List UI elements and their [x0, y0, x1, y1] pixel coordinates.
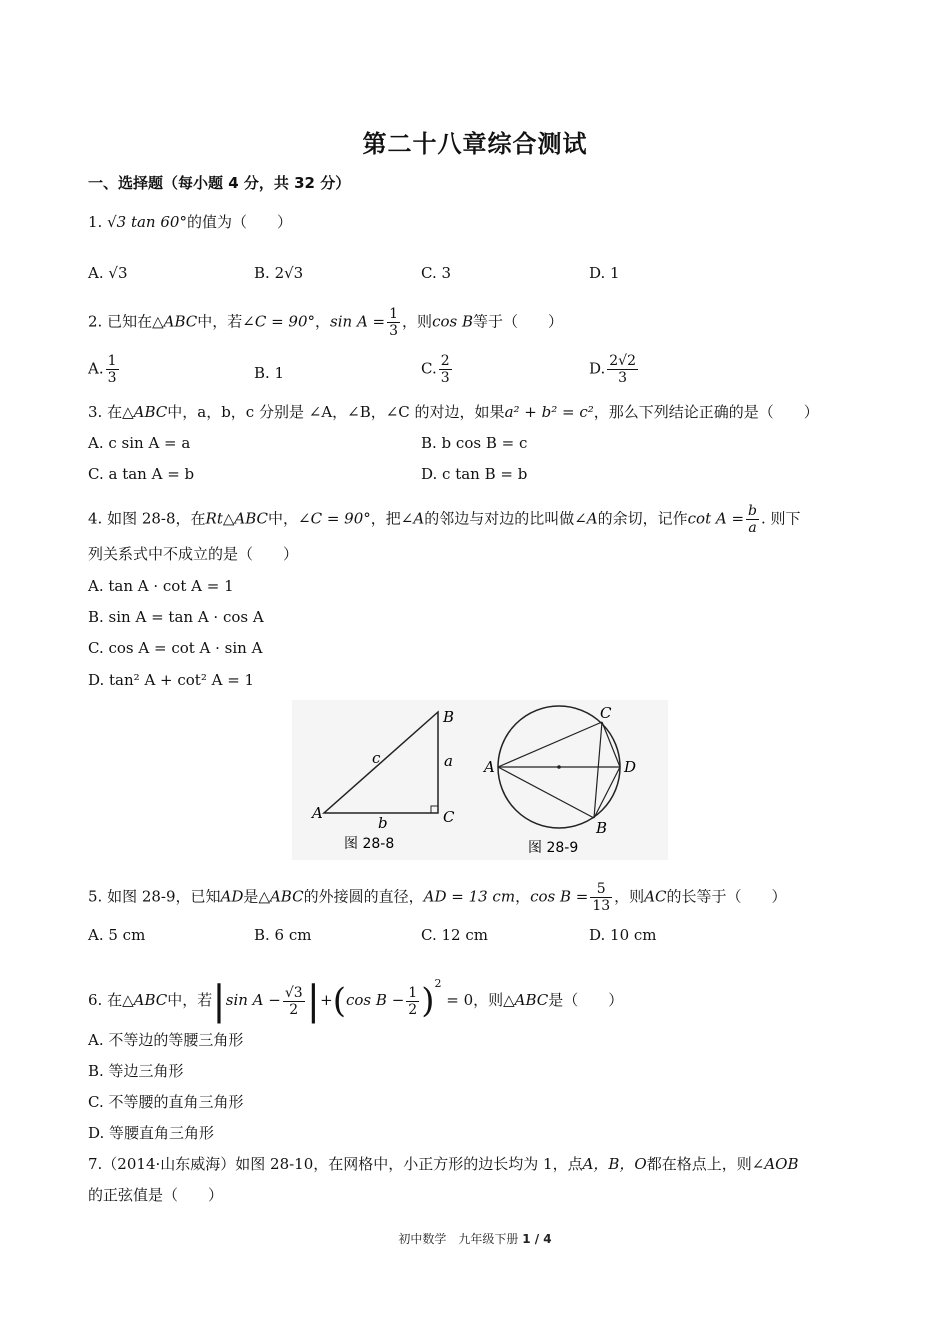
question-4: 4. 如图 28-8，在Rt△ABC中，∠C = 90°，把∠A的邻边与对边的比叫做∠A的余切，记作cot A = $\frac{b}{a}$ . 则下 — [88, 503, 801, 536]
figure-28-9 — [482, 704, 636, 856]
q4-option-c: C. cos A = cot A · sin A — [88, 639, 263, 657]
q6-option-d: D. 等腰直角三角形 — [88, 1124, 215, 1142]
q2-option-b: B. 1 — [254, 364, 285, 382]
question-3: 3. 在△ABC中，a，b，c 分别是 ∠A，∠B，∠C 的对边，如果a² + b² = c²，那么下列结论正确的是（ ） — [88, 403, 819, 421]
q7-line-2: 的正弦值是（ ） — [88, 1186, 224, 1204]
q5-option-d: D. 10 cm — [589, 926, 657, 944]
page-title: 第二十八章综合测试 — [362, 130, 588, 158]
q1-expression: √3 tan 60° — [107, 213, 187, 231]
q3-option-a: A. c sin A = a — [88, 434, 191, 452]
circle-label-D: D — [624, 758, 637, 776]
label-B: B — [443, 708, 455, 726]
caption-28-9: 图 28-9 — [528, 840, 579, 856]
footer-text: 初中数学 九年级下册 — [398, 1232, 519, 1246]
label-a: a — [444, 752, 453, 770]
label-A: A — [312, 804, 323, 822]
q4-option-b: B. sin A = tan A · cos A — [88, 608, 264, 626]
q4-option-d: D. tan² A + cot² A = 1 — [88, 671, 255, 689]
q3-option-d: D. c tan B = b — [421, 465, 528, 483]
q5-option-c: C. 12 cm — [421, 926, 488, 944]
label-b: b — [378, 814, 388, 832]
q4-option-a: A. tan A · cot A = 1 — [88, 577, 234, 595]
q1-option-c: C. 3 — [421, 264, 452, 282]
q3-option-b: B. b cos B = c — [421, 434, 528, 452]
q1-option-a: A. √3 — [88, 264, 128, 282]
q2-option-a: A. $\frac{1}{3}$ — [88, 353, 117, 386]
label-C: C — [443, 808, 455, 826]
question-2: 2. 已知在△ABC中，若∠C = 90°，sin A = $\frac{1}{3}$ ，则cos B等于（ ） — [88, 306, 563, 339]
caption-28-8: 图 28-8 — [344, 836, 395, 852]
q2-option-d: D. $\frac{2√2}{3}$ — [589, 353, 637, 386]
page-number: 1 / 4 — [522, 1232, 552, 1246]
q2-option-c: C. $\frac{2}{3}$ — [421, 353, 450, 386]
figure-28-8 — [310, 708, 455, 852]
question-6: 6. 在△ABC中，若|sin A − $\frac{√3}{2}$ |+(cos B − $\frac{1}{2}$ )$^2$ = 0，则△ABC是（ ） — [88, 977, 624, 1024]
question-7: 7.（2014·山东威海）如图 28-10，在网格中，小正方形的边长均为 1，点A，B，O都在格点上，则∠AOB — [88, 1155, 799, 1173]
q1-option-b: B. 2√3 — [254, 264, 304, 282]
q5-option-a: A. 5 cm — [88, 926, 146, 944]
q1-option-d: D. 1 — [589, 264, 620, 282]
section-heading: 一、选择题（每小题 4 分，共 32 分） — [88, 174, 351, 192]
q6-option-a: A. 不等边的等腰三角形 — [88, 1031, 244, 1049]
question-5: 5. 如图 28-9，已知AD是△ABC的外接圆的直径，AD = 13 cm，cos B = $\frac{5}{13}$ ，则AC的长等于（ ） — [88, 881, 787, 914]
q5-option-b: B. 6 cm — [254, 926, 312, 944]
label-c: c — [372, 749, 381, 767]
circle-label-C: C — [600, 704, 612, 722]
circle-label-B: B — [596, 819, 608, 837]
circle-label-A: A — [484, 758, 495, 776]
question-1: 1. √3 tan 60°的值为（ ） — [88, 213, 292, 231]
q4-line-2: 列关系式中不成立的是（ ） — [88, 545, 299, 563]
page-footer — [0, 1230, 950, 1247]
q6-option-c: C. 不等腰的直角三角形 — [88, 1093, 244, 1111]
figure-svg — [292, 700, 668, 860]
figures-28-8-and-28-9 — [292, 700, 668, 860]
q3-option-c: C. a tan A = b — [88, 465, 195, 483]
q6-option-b: B. 等边三角形 — [88, 1062, 184, 1080]
